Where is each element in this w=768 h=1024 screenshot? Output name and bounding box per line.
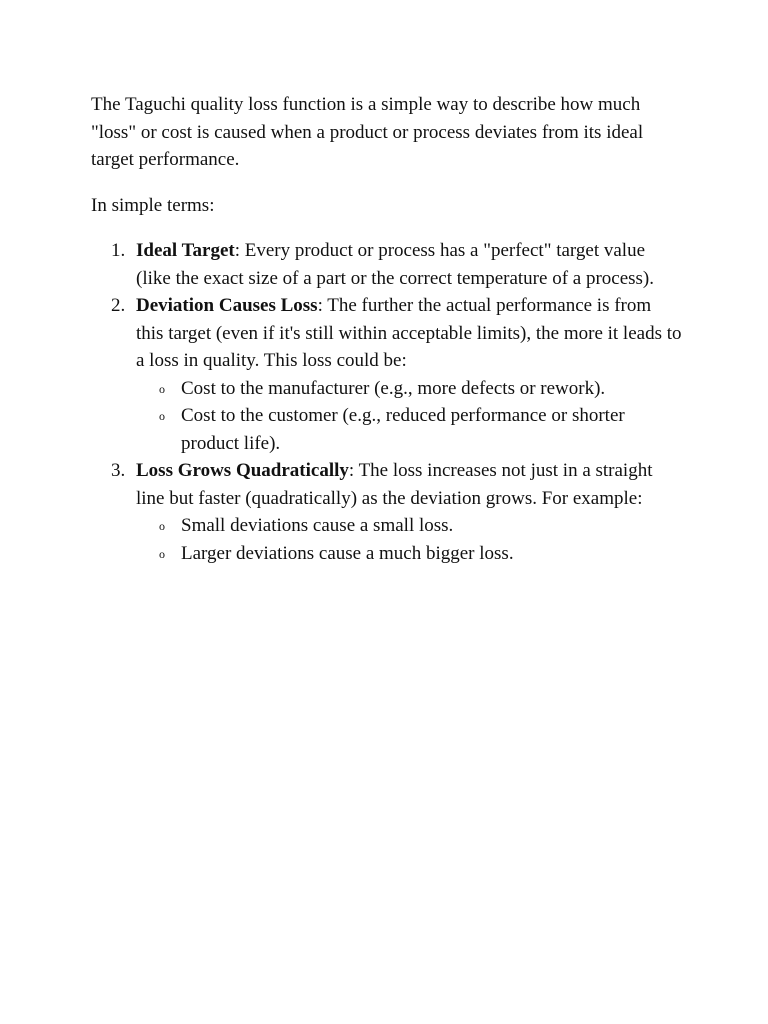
sub-item-text: Cost to the manufacturer (e.g., more defects or rework).	[181, 377, 606, 399]
sub-item-text: Larger deviations cause a much bigger loss.	[181, 542, 514, 564]
list-number: 1.	[111, 240, 126, 261]
term-ideal-target: Ideal Target	[136, 240, 235, 261]
list-item-ideal-target	[91, 237, 683, 292]
term-deviation-causes-loss: Deviation Causes Loss	[136, 295, 318, 316]
sub-list-item	[136, 402, 683, 457]
sub-item-text: Small deviations cause a small loss.	[181, 515, 454, 536]
bullet-icon: o	[159, 381, 165, 396]
sub-list	[136, 375, 683, 458]
list-item-deviation-causes-loss	[91, 292, 683, 457]
document-page	[91, 91, 683, 567]
item-text: : The loss increases not just in a straight line but faster (quadratically) as the deviation grows. For example:	[136, 460, 653, 509]
list-number: 2.	[111, 295, 126, 316]
numbered-list	[91, 237, 683, 567]
lead-paragraph: In simple terms:	[91, 194, 215, 216]
sub-item-text: Cost to the customer (e.g., reduced performance or shorter product life).	[181, 405, 625, 454]
item-text: : Every product or process has a "perfect" target value (like the exact size of a part or the correct temperature of a process).	[136, 240, 655, 289]
term-loss-grows-quadratically: Loss Grows Quadratically	[136, 460, 349, 481]
list-item-loss-grows-quadratically	[91, 457, 683, 567]
sub-list-item	[136, 375, 683, 403]
bullet-icon: o	[159, 546, 165, 561]
sub-list-item	[136, 512, 683, 540]
sub-list-item	[136, 540, 683, 568]
intro-paragraph: The Taguchi quality loss function is a simple way to describe how much "loss" or cost is caused when a product or process deviates from its ideal target performance.	[91, 94, 644, 170]
bullet-icon: o	[159, 409, 165, 423]
item-text: : The further the actual performance is from this target (even if it's still within acceptable limits), the more it leads to a loss in quality. This loss could be:	[136, 295, 682, 371]
list-number: 3.	[111, 460, 126, 481]
bullet-icon: o	[159, 519, 165, 533]
sub-list	[136, 512, 683, 567]
